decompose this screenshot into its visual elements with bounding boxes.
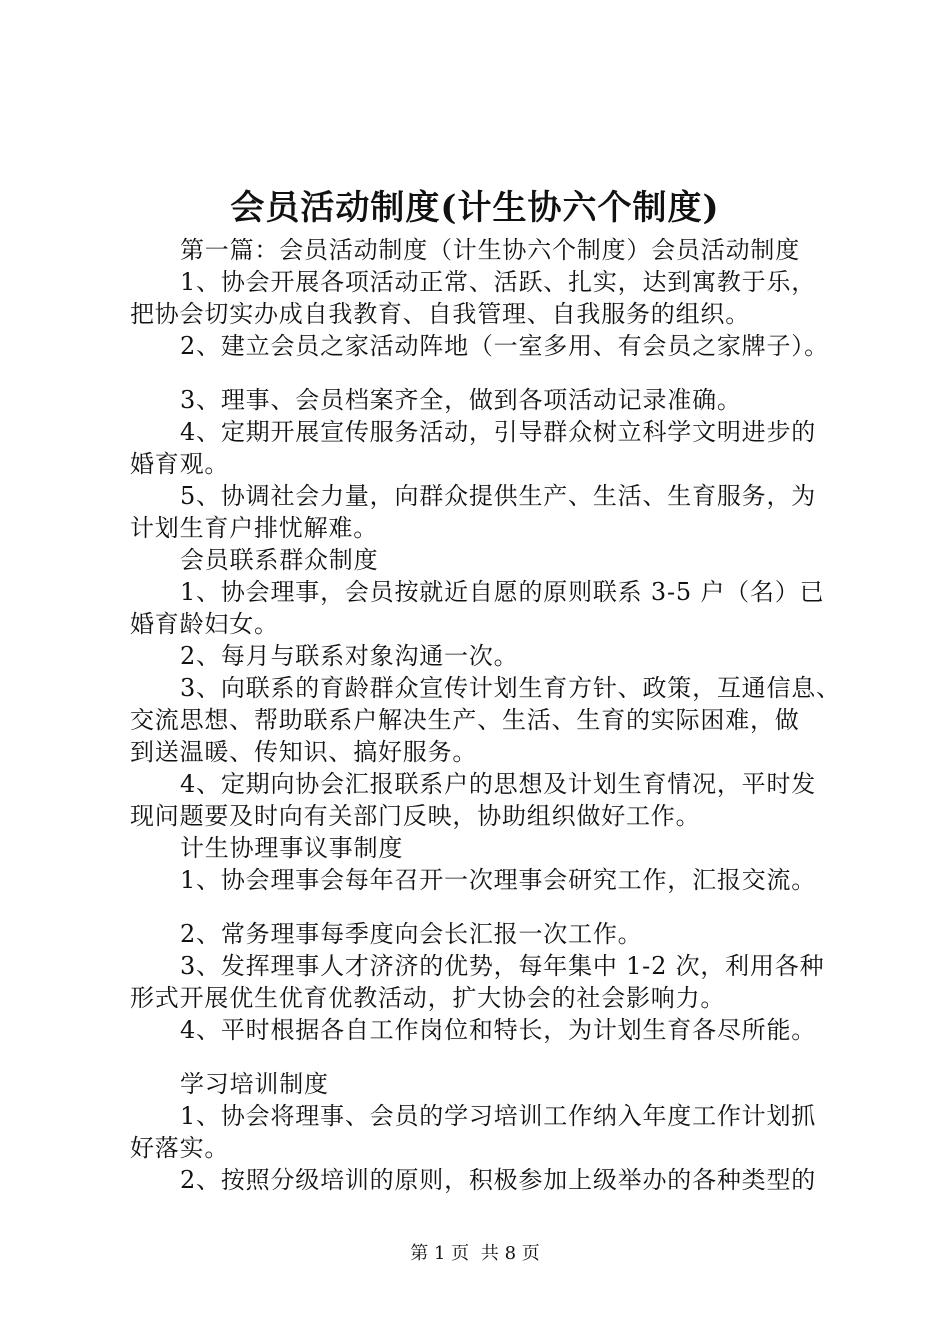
section-heading: 会员联系群众制度 [180,546,379,574]
text-line: 婚育观。 [130,450,230,478]
text-line: 2、每月与联系对象沟通一次。 [180,642,519,670]
document-title: 会员活动制度(计生协六个制度) [230,188,720,228]
text-line: 5、协调社会力量，向群众提供生产、生活、生育服务，为 [180,482,817,510]
text-line: 4、平时根据各自工作岗位和特长，为计划生育各尽所能。 [180,1016,817,1044]
text-line: 4、定期向协会汇报联系户的思想及计划生育情况，平时发 [180,770,817,798]
text-line: 2、常务理事每季度向会长汇报一次工作。 [180,920,643,948]
text-line: 1、协会将理事、会员的学习培训工作纳入年度工作计划抓 [180,1102,817,1130]
page-number: 第 1 页 [410,1243,470,1264]
text-line: 把协会切实办成自我教育、自我管理、自我服务的组织。 [130,300,750,328]
text-line: 4、定期开展宣传服务活动，引导群众树立科学文明进步的 [180,418,817,446]
section-heading: 计生协理事议事制度 [180,834,404,862]
paragraph-gap [130,1046,860,1068]
text-line: 好落实。 [130,1134,230,1162]
text-line: 形式开展优生优育优教活动，扩大协会的社会影响力。 [130,984,726,1012]
paragraph-gap [130,896,860,918]
text-line: 2、建立会员之家活动阵地（一室多用、有会员之家牌子）。 [180,332,829,360]
text-line: 计划生育户排忧解难。 [130,514,378,542]
text-line: 交流思想、帮助联系户解决生产、生活、生育的实际困难，做 [130,706,800,734]
text-line-intro: 第一篇：会员活动制度（计生协六个制度）会员活动制度 [180,236,800,264]
text-line: 现问题要及时向有关部门反映，协助组织做好工作。 [130,802,701,830]
text-line: 2、按照分级培训的原则，积极参加上级举办的各种类型的 [180,1166,817,1194]
paragraph-gap [130,362,860,384]
text-line: 1、协会理事会每年召开一次理事会研究工作，汇报交流。 [180,866,817,894]
text-line: 1、协会理事，会员按就近自愿的原则联系 3-5 户（名）已 [180,578,825,606]
document-body [130,234,860,1196]
text-line: 婚育龄妇女。 [130,610,279,638]
page-total: 共 8 页 [480,1243,540,1264]
text-line: 1、协会开展各项活动正常、活跃、扎实，达到寓教于乐， [180,268,817,296]
text-line: 3、向联系的育龄群众宣传计划生育方针、政策，互通信息、 [180,674,841,702]
text-line: 到送温暖、传知识、搞好服务。 [130,738,478,766]
text-line: 3、发挥理事人才济济的优势，每年集中 1-2 次，利用各种 [180,952,825,980]
text-line: 3、理事、会员档案齐全，做到各项活动记录准确。 [180,386,742,414]
page-footer [0,1242,950,1266]
section-heading: 学习培训制度 [180,1070,329,1098]
